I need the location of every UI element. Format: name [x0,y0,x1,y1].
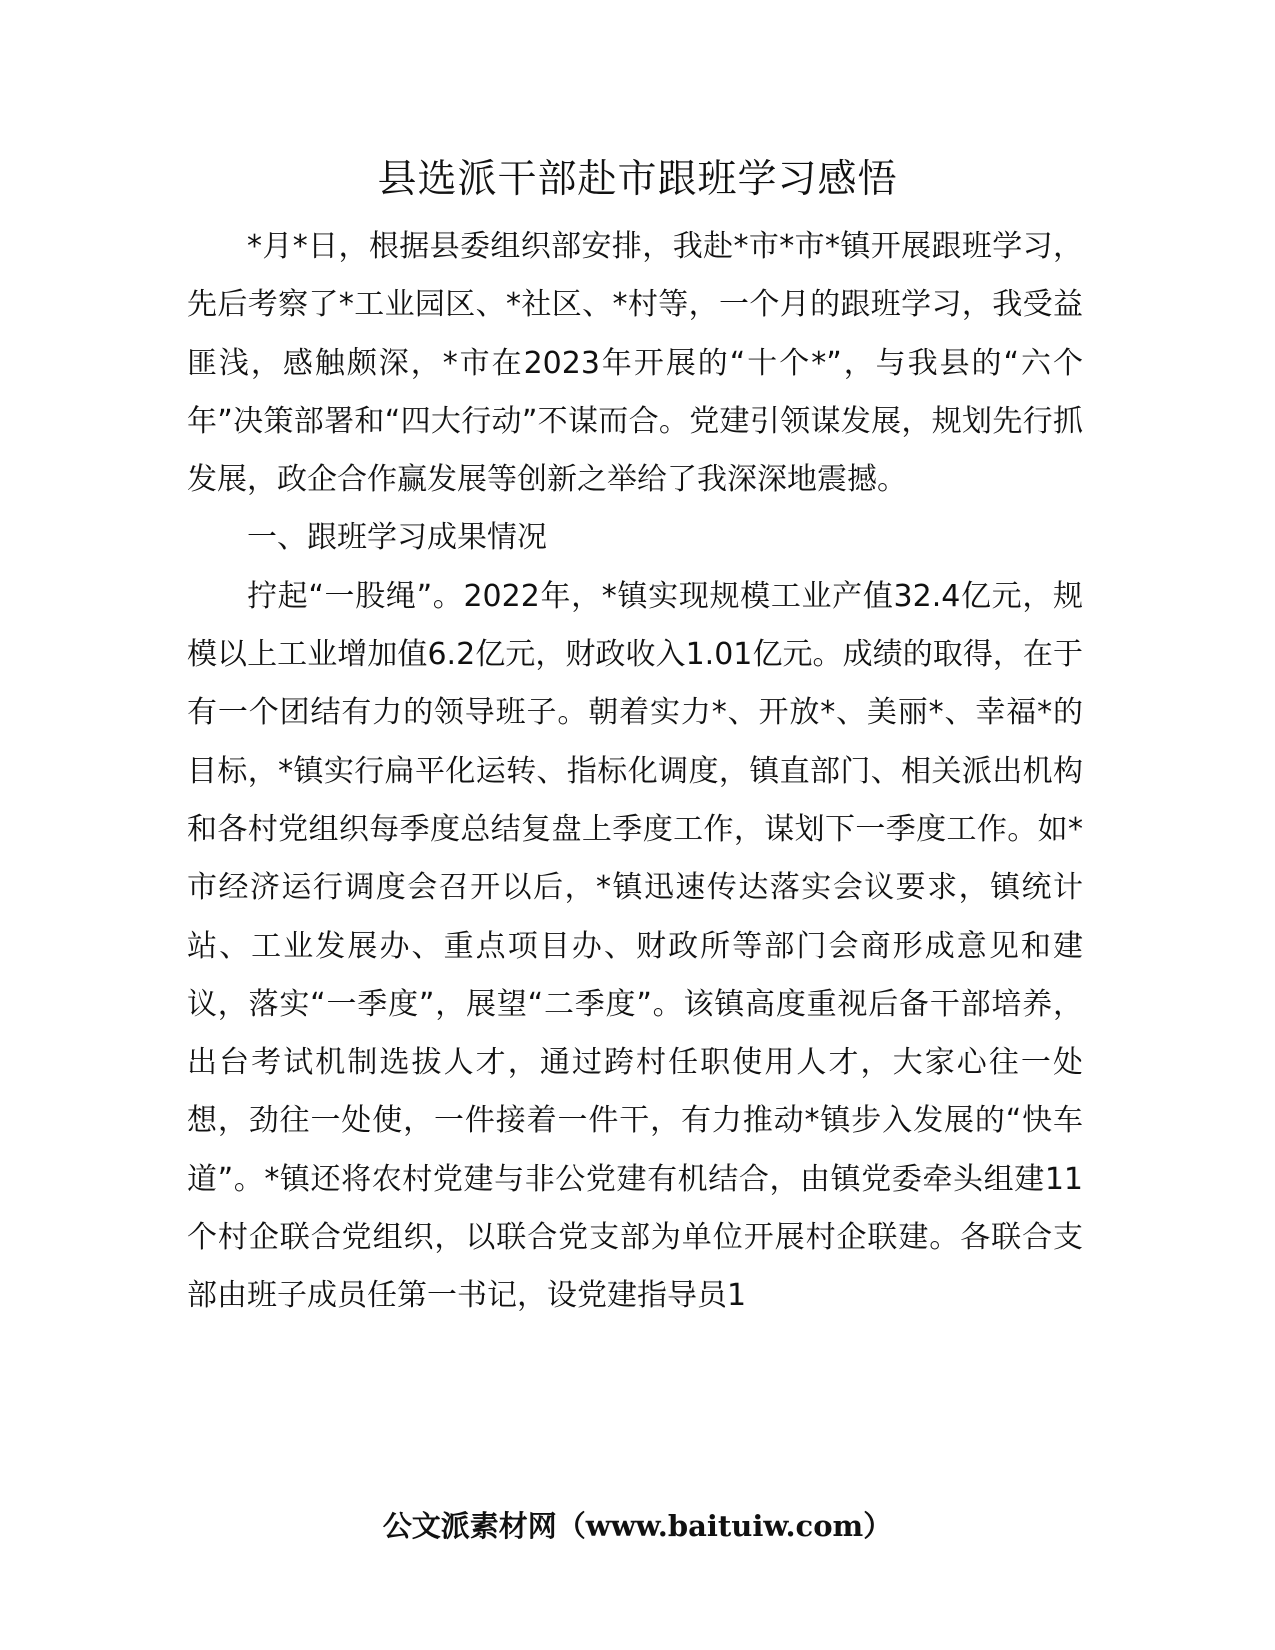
body-paragraph: 拧起“一股绳”。2022年，*镇实现规模工业产值32.4亿元，规模以上工业增加值6.2亿元，财政收入1.01亿元。成绩的取得，在于有一个团结有力的领导班子。朝着实力*、开放*、美丽*、幸福*的目标，*镇实行扁平化运转、指标化调度，镇直部门、相关派出机构和各村党组织每季度总结复盘上季度工作，谋划下一季度工作。如*市经济运行调度会召开以后，*镇迅速传达落实会议要求，镇统计站、工业发展办、重点项目办、财政所等部门会商形成意见和建议，落实“一季度”，展望“二季度”。该镇高度重视后备干部培养，出台考试机制选拔人才，通过跨村任职使用人才，大家心往一处想，劲往一处使，一件接着一件干，有力推动*镇步入发展的“快车道”。*镇还将农村党建与非公党建有机结合，由镇党委牵头组建11个村企联合党组织，以联合党支部为单位开展村企联建。各联合支部由班子成员任第一书记，设党建指导员1 [187,578,1083,1314]
document-title: 县选派干部赴市跟班学习感悟 [377,157,898,202]
section-heading: 一、跟班学习成果情况 [247,520,547,556]
footer-watermark: 公文派素材网（www.baituiw.com） [382,1509,893,1543]
intro-paragraph: *月*日，根据县委组织部安排，我赴*市*市*镇开展跟班学习，先后考察了*工业园区、*社区、*村等，一个月的跟班学习，我受益匪浅，感触颇深，*市在2023年开展的“十个*”，与我县的“六个年”决策部署和“四大行动”不谋而合。党建引领谋发展，规划先行抓发展，政企合作赢发展等创新之举给了我深深地震撼。 [187,229,1083,498]
document-body [187,218,1083,1326]
